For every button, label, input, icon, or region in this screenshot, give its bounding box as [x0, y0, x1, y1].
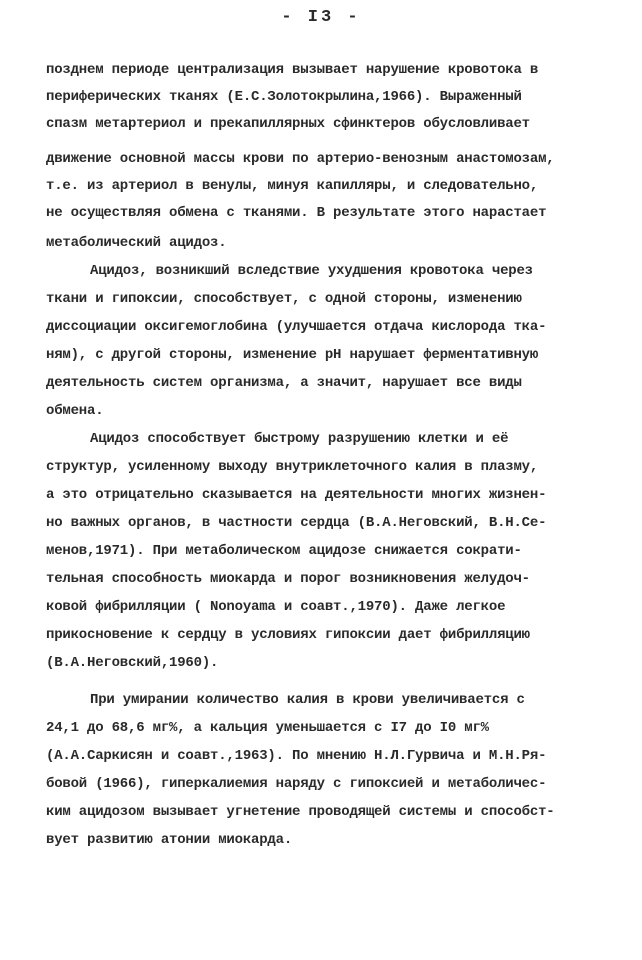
- text-line: метаболический ацидоз.: [46, 235, 227, 251]
- text-line: периферических тканях (Е.С.Золотокрылина,1966). Выраженный: [46, 89, 522, 105]
- text-line: ким ацидозом вызывает угнетение проводящей системы и способст-: [46, 804, 555, 820]
- text-line: т.е. из артериол в венулы, минуя капилляры, и следовательно,: [46, 178, 539, 194]
- text-line: ковой фибрилляции ( Nonoyama и соавт.,1970). Даже легкое: [46, 599, 506, 615]
- text-line: не осуществляя обмена с тканями. В результате этого нарастает: [46, 205, 547, 221]
- text-line: бовой (1966), гиперкалиемия наряду с гипоксией и метаболичес-: [46, 776, 547, 792]
- text-line: обмена.: [46, 403, 104, 419]
- text-line: структур, усиленному выходу внутриклеточного калия в плазму,: [46, 459, 539, 475]
- page-number: - I3 -: [281, 8, 361, 27]
- text-line: деятельность систем организма, а значит, нарушает все виды: [46, 375, 522, 391]
- text-line: 24,1 до 68,6 мг%, а кальция уменьшается с I7 до I0 мг%: [46, 720, 489, 736]
- text-line: спазм метартериол и прекапиллярных сфинктеров обусловливает: [46, 116, 530, 132]
- text-line: Ацидоз, возникший вследствие ухудшения кровотока через: [90, 263, 533, 279]
- text-line: позднем периоде централизация вызывает нарушение кровотока в: [46, 62, 539, 78]
- text-line: диссоциации оксигемоглобина (улучшается отдача кислорода тка-: [46, 319, 547, 335]
- text-line: (В.А.Неговский,1960).: [46, 655, 219, 671]
- text-line: Ацидоз способствует быстрому разрушению клетки и её: [90, 431, 509, 447]
- text-line: вует развитию атонии миокарда.: [46, 832, 293, 848]
- text-line: движение основной массы крови по артерио-венозным анастомозам,: [46, 151, 555, 167]
- text-line: При умирании количество калия в крови увеличивается с: [90, 692, 525, 708]
- text-line: ням), с другой стороны, изменение pH нарушает ферментативную: [46, 347, 539, 363]
- text-line: ткани и гипоксии, способствует, с одной стороны, изменению: [46, 291, 522, 307]
- text-line: (А.А.Саркисян и соавт.,1963). По мнению Н.Л.Гурвича и М.Н.Ря-: [46, 748, 547, 764]
- text-line: но важных органов, в частности сердца (В.А.Неговский, В.Н.Се-: [46, 515, 547, 531]
- text-line: тельная способность миокарда и порог возникновения желудоч-: [46, 571, 530, 587]
- text-line: менов,1971). При метаболическом ацидозе снижается сократи-: [46, 543, 522, 559]
- text-line: а это отрицательно сказывается на деятельности многих жизнен-: [46, 487, 547, 503]
- text-line: прикосновение к сердцу в условиях гипоксии дает фибрилляцию: [46, 627, 530, 643]
